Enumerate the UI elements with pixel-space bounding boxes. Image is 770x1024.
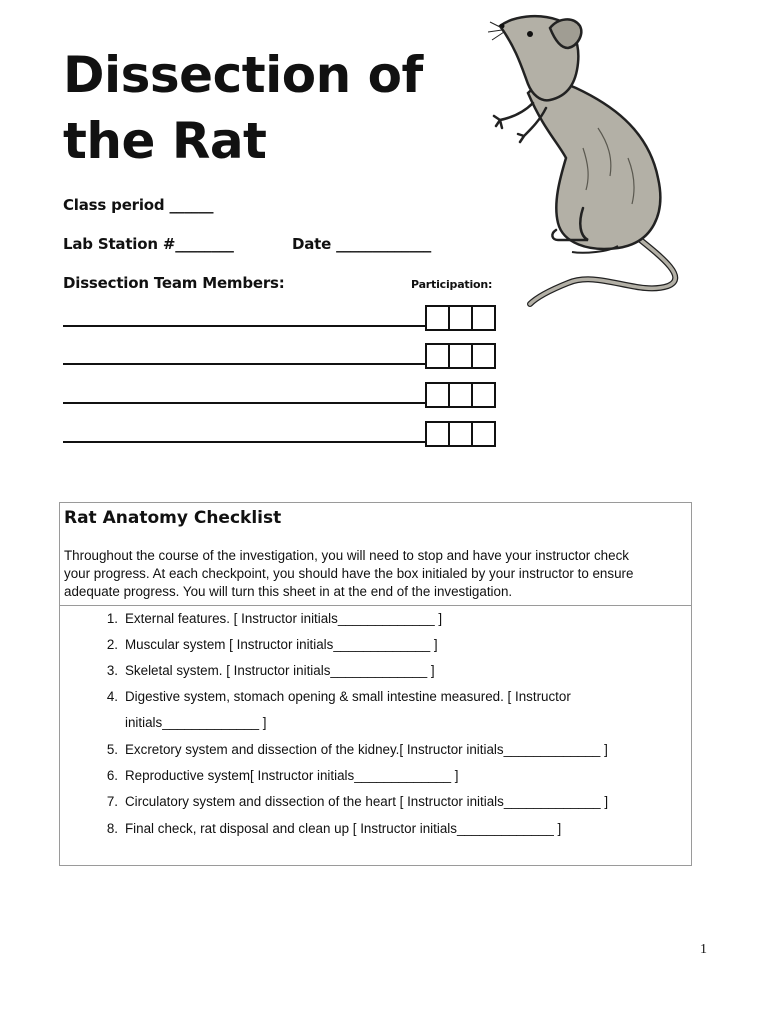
rat-illustration xyxy=(488,8,693,308)
item-number: 4. xyxy=(106,689,118,704)
item-number: 8. xyxy=(106,821,118,836)
participation-box[interactable] xyxy=(471,343,496,369)
participation-box[interactable] xyxy=(471,305,496,331)
item-text: Excretory system and dissection of the kidney.[ Instructor initials_____________ ] xyxy=(125,742,608,757)
lab-station-field[interactable]: Lab Station #________ xyxy=(63,235,234,253)
item-text: External features. [ Instructor initials_____________ ] xyxy=(125,611,443,626)
participation-box[interactable] xyxy=(425,305,450,331)
item-text: Final check, rat disposal and clean up [ Instructor initials_____________ ] xyxy=(125,821,562,836)
item-number: 1. xyxy=(106,611,118,626)
team-member-row xyxy=(63,382,503,408)
item-number: 7. xyxy=(106,794,118,809)
title-line-1: Dissection of xyxy=(63,46,423,104)
team-member-name-line[interactable] xyxy=(63,325,425,327)
participation-box[interactable] xyxy=(425,382,450,408)
item-text: Muscular system [ Instructor initials_____________ ] xyxy=(125,637,438,652)
participation-box[interactable] xyxy=(448,305,473,331)
intro-line: your progress. At each checkpoint, you should have the box initialed by your instructor to ensure xyxy=(64,566,634,581)
participation-box[interactable] xyxy=(425,421,450,447)
item-text: Skeletal system. [ Instructor initials_____________ ] xyxy=(125,663,435,678)
checklist-intro xyxy=(64,547,686,601)
intro-line: Throughout the course of the investigation, you will need to stop and have your instructor check xyxy=(64,548,629,563)
item-text: Digestive system, stomach opening & small intestine measured. [ Instructor initials_____________ ] xyxy=(125,689,571,730)
participation-box[interactable] xyxy=(448,421,473,447)
participation-boxes xyxy=(425,343,496,369)
team-member-row xyxy=(63,305,503,331)
participation-boxes xyxy=(425,421,496,447)
class-period-field[interactable]: Class period ______ xyxy=(63,196,214,214)
participation-boxes xyxy=(425,382,496,408)
item-number: 5. xyxy=(106,742,118,757)
participation-label: Participation: xyxy=(411,278,493,291)
participation-boxes xyxy=(425,305,496,331)
team-member-name-line[interactable] xyxy=(63,363,425,365)
participation-box[interactable] xyxy=(425,343,450,369)
intro-line: adequate progress. You will turn this sheet in at the end of the investigation. xyxy=(64,584,513,599)
date-field[interactable]: Date _____________ xyxy=(292,235,432,253)
team-members-label: Dissection Team Members: xyxy=(63,274,285,292)
team-member-name-line[interactable] xyxy=(63,441,425,443)
anatomy-checklist xyxy=(59,502,692,866)
title-line-2: the Rat xyxy=(63,112,267,170)
participation-box[interactable] xyxy=(471,382,496,408)
item-number: 3. xyxy=(106,663,118,678)
participation-box[interactable] xyxy=(471,421,496,447)
page-title xyxy=(63,42,503,174)
participation-box[interactable] xyxy=(448,382,473,408)
item-number: 6. xyxy=(106,768,118,783)
item-text: Reproductive system[ Instructor initials_____________ ] xyxy=(125,768,459,783)
item-number: 2. xyxy=(106,637,118,652)
checklist-title: Rat Anatomy Checklist xyxy=(64,508,282,528)
participation-box[interactable] xyxy=(448,343,473,369)
page-number: 1 xyxy=(700,942,707,957)
item-text: Circulatory system and dissection of the heart [ Instructor initials_____________ ] xyxy=(125,794,609,809)
team-member-row xyxy=(63,343,503,369)
checklist-header xyxy=(60,503,691,606)
team-member-name-line[interactable] xyxy=(63,402,425,404)
team-member-row xyxy=(63,421,503,447)
